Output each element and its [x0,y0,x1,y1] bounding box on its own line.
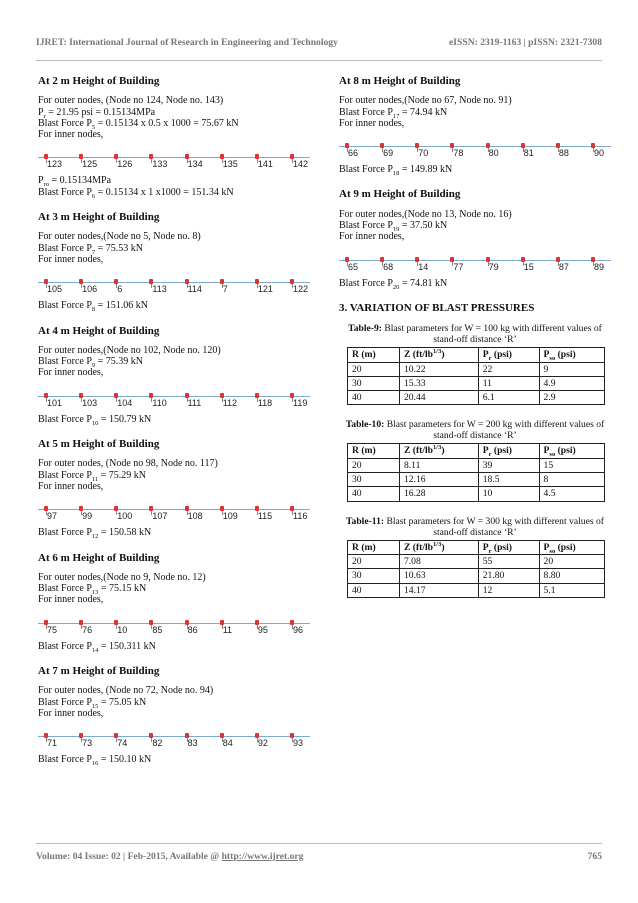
column-header: $P_{so}$ (psi) [539,444,604,458]
footer-rule [36,843,602,844]
node-label: 110 [152,397,167,408]
text-line: For inner nodes, [38,480,104,492]
table-cell: 18.5 [478,473,539,487]
node-label: 126 [117,159,133,170]
table-cell: 2.9 [539,391,604,405]
node-label: 96 [293,624,304,635]
node-label: 76 [82,624,93,635]
table-row [348,554,605,568]
text-line: For outer nodes,(Node no 13, Node no. 16) [339,208,512,220]
node-label: 79 [488,261,499,272]
table-caption [339,516,611,538]
height-section [38,211,310,314]
footer-volume-text: Volume: 04 Issue: 02 | Feb-2015, Available @ [36,851,222,862]
table-cell: 12 [478,583,539,597]
height-section [38,553,310,652]
table-row [348,391,605,405]
node-label: 77 [453,261,464,272]
column-header: R (m) [348,348,400,362]
table-caption-text: Blast parameters for W = 300 kg with different values of stand-off distance ‘R’ [384,515,604,538]
text-line: Blast Force $P_8 = 151.06$ kN [38,300,149,314]
node-strip [38,613,310,635]
text-line: Blast Force $P_7 = 75.53$ kN [38,242,144,256]
text-line: Blast Force $P_{18} = 149.89$ kN [339,164,453,178]
right-sections [339,76,611,289]
node-label: 141 [257,159,273,170]
text-line: For outer nodes,(Node no 102, Node no. 120) [38,344,221,356]
text-line: Blast Force $P_9 = 75.39$ kN [38,356,144,370]
text-line: $P_{ro} = 0.15134MPa$ [38,175,112,189]
table-row [348,583,605,597]
table-cell: 15.33 [399,376,478,390]
column-header: R (m) [348,444,400,458]
table-row [348,458,605,472]
table-cell: 9 [539,362,604,376]
node-label: 80 [488,148,499,159]
node-label: 95 [257,624,268,635]
table-header-row [348,348,605,362]
table-cell: 16.28 [399,487,478,501]
text-line: For outer nodes, (Node no 98, Node no. 117) [38,458,218,470]
column-header: $P_r$ (psi) [478,540,539,554]
node-label: 135 [222,159,238,170]
table-cell: 30 [348,376,400,390]
table-cell: 10.22 [399,362,478,376]
height-section [38,438,310,541]
column-header: $P_{so}$ (psi) [539,348,604,362]
node-label: 133 [152,159,168,170]
table-caption-text: Blast parameters for W = 200 kg with different values of stand-off distance ‘R’ [384,419,605,442]
table-cell: 10 [478,487,539,501]
text-line: Blast Force $P_{19} = 37.50$ kN [339,220,448,234]
node-label: 84 [222,738,233,749]
height-section [339,188,611,291]
table-header-row [348,444,605,458]
node-label: 88 [558,148,569,159]
text-line: Blast Force $P_{13} = 75.15$ kN [38,583,147,597]
section-3-heading: 3. VARIATION OF BLAST PRESSURES [339,301,535,314]
section-heading: At 8 m Height of Building [339,75,461,87]
blast-table [347,347,605,405]
node-label: 113 [152,284,167,295]
column-header: R (m) [348,540,400,554]
text-line: For inner nodes, [38,253,104,265]
node-label: 99 [82,511,93,522]
node-label: 123 [47,159,63,170]
node-label: 82 [152,738,163,749]
node-label: 106 [82,284,98,295]
column-header: Z $(ft/lb^{1/3})$ [399,444,478,458]
table-block [339,419,611,501]
section-heading: At 9 m Height of Building [339,188,461,201]
node-label: 69 [383,148,394,159]
node-label: 73 [82,738,93,749]
text-line: For inner nodes, [38,367,104,379]
height-section [339,75,611,178]
node-label: 93 [293,738,304,749]
table-cell: 55 [478,554,539,568]
table-row [348,376,605,390]
section-heading: At 6 m Height of Building [38,551,160,564]
node-label: 108 [187,511,203,522]
journal-link[interactable]: http://www.ijret.org [221,851,304,862]
table-cell: 21.80 [478,569,539,583]
node-label: 97 [47,511,58,522]
table-cell: 8.11 [399,458,478,472]
text-line: Blast Force $P_{20} = 74.81$ kN [339,277,448,291]
table-header-row [348,540,605,554]
node-label: 81 [523,148,534,159]
node-label: 134 [187,159,203,170]
node-label: 86 [187,624,198,635]
height-section [38,665,310,768]
node-label: 116 [293,511,308,522]
table-row [348,362,605,376]
table-cell: 20.44 [399,391,478,405]
node-label: 101 [47,397,63,408]
text-line: For inner nodes, [339,117,405,129]
table-cell: 5.1 [539,583,604,597]
text-line: Blast Force $P_{14} = 150.311$ kN [38,640,156,654]
text-line: Blast Force $P_{16} = 150.10$ kN [38,754,152,768]
section-heading: At 2 m Height of Building [38,75,160,87]
column-header: $P_r$ (psi) [478,348,539,362]
node-label: 7 [222,284,228,295]
blast-table [347,540,605,598]
tables-container [339,323,611,598]
node-label: 87 [558,261,569,272]
node-label: 103 [82,397,98,408]
section-heading: At 3 m Height of Building [38,211,160,224]
node-label: 118 [257,397,273,408]
table-row [348,487,605,501]
node-strip [38,272,310,294]
text-line: For outer nodes,(Node no 9, Node no. 12) [38,571,206,583]
text-line: For outer nodes, (Node no 72, Node no. 94) [38,685,214,697]
table-cell: 39 [478,458,539,472]
node-label: 6 [117,284,123,295]
text-line: Blast Force $P_5 = 0.15134$ x 0.5 x 1000 = 75.67 kN [38,117,239,131]
text-line: Blast Force $P_{15} = 75.05$ kN [38,696,147,710]
table-cell: 8 [539,473,604,487]
height-section [38,76,310,198]
text-line: For outer nodes, (Node no 124, Node no. 143) [38,95,224,107]
text-line: Blast Force $P_{17} = 74.94$ kN [339,106,448,120]
node-label: 112 [222,397,238,408]
page-number: 765 [587,851,602,862]
text-line: For inner nodes, [38,707,104,719]
table-cell: 30 [348,569,400,583]
node-label: 142 [293,159,309,170]
table-cell: 6.1 [478,391,539,405]
table-cell: 20 [348,458,400,472]
table-cell: 20 [348,362,400,376]
node-label: 105 [47,284,63,295]
table-cell: 20 [348,554,400,568]
column-header: $P_{so}$ (psi) [539,540,604,554]
node-label: 14 [418,261,429,272]
text-line: Blast Force $P_{11} = 75.29$ kN [38,469,147,483]
node-strip [38,499,310,521]
node-strip [38,147,310,169]
node-label: 121 [257,284,273,295]
text-line: Blast Force $P_6 = 0.15134$ x 1 x1000 = 151.34 kN [38,186,234,200]
table-label: Table-9: [348,323,382,335]
table-cell: 20 [539,554,604,568]
text-line: For inner nodes, [38,594,104,606]
right-column [339,76,611,612]
table-caption [339,323,611,345]
table-cell: 40 [348,583,400,597]
text-line: Blast Force $P_{12} = 150.58$ kN [38,527,152,541]
table-row [348,569,605,583]
table-row [348,473,605,487]
table-cell: 4.5 [539,487,604,501]
text-line: For outer nodes,(Node no 67, Node no. 91) [339,95,512,107]
node-label: 65 [348,261,359,272]
table-cell: 10.63 [399,569,478,583]
header-rule [36,60,602,61]
table-cell: 4.9 [539,376,604,390]
table-cell: 15 [539,458,604,472]
table-cell: 14.17 [399,583,478,597]
node-label: 115 [257,511,273,522]
text-line: For inner nodes, [38,129,104,141]
height-section [38,326,310,425]
issn-text: eISSN: 2319-1163 | pISSN: 2321-7308 [449,37,602,48]
node-label: 85 [152,624,163,635]
page-header [36,37,602,53]
node-strip [38,386,310,408]
table-cell: 22 [478,362,539,376]
node-label: 122 [293,284,309,295]
table-cell: 8.80 [539,569,604,583]
node-label: 111 [187,397,202,408]
text-line: For outer nodes,(Node no 5, Node no. 8) [38,231,201,243]
table-cell: 12.16 [399,473,478,487]
text-line: Blast Force $P_{10} = 150.79$ kN [38,413,152,427]
node-label: 107 [152,511,168,522]
table-cell: 40 [348,487,400,501]
table-cell: 7.08 [399,554,478,568]
node-label: 89 [594,261,605,272]
node-label: 104 [117,397,133,408]
node-label: 15 [523,261,534,272]
node-label: 71 [47,738,58,749]
table-cell: 40 [348,391,400,405]
node-strip [339,136,611,158]
node-label: 109 [222,511,238,522]
text-line: $P_r = 21.95$ psi = 0.15134MPa [38,106,156,120]
table-label: Table-11: [346,515,385,527]
column-header: Z $(ft/lb^{1/3})$ [399,348,478,362]
section-heading: At 5 m Height of Building [38,438,160,451]
node-label: 125 [82,159,98,170]
node-label: 10 [117,624,128,635]
footer-volume [36,851,303,862]
node-label: 90 [594,148,605,159]
table-cell: 11 [478,376,539,390]
node-label: 11 [222,624,233,635]
table-caption-text: Blast parameters for W = 100 kg with different values of stand-off distance ‘R’ [381,323,602,346]
node-label: 119 [293,397,308,408]
node-label: 68 [383,261,394,272]
column-header: Z $(ft/lb^{1/3})$ [399,540,478,554]
node-label: 66 [348,148,359,159]
node-label: 75 [47,624,58,635]
blast-table [347,443,605,501]
table-label: Table-10: [345,419,385,431]
node-label: 74 [117,738,128,749]
table-block [339,516,611,598]
journal-title: IJRET: International Journal of Research in Engineering and Technology [36,37,338,48]
table-caption [339,419,611,441]
text-line: For inner nodes, [339,231,405,243]
node-label: 114 [187,284,202,295]
left-column [38,76,310,780]
node-label: 78 [453,148,464,159]
node-label: 92 [257,738,268,749]
table-cell: 30 [348,473,400,487]
node-label: 83 [187,738,198,749]
node-strip [339,250,611,272]
section-heading: At 7 m Height of Building [38,665,160,678]
node-label: 100 [117,511,133,522]
section-heading: At 4 m Height of Building [38,324,160,337]
column-header: $P_r$ (psi) [478,444,539,458]
node-label: 70 [418,148,429,159]
table-block [339,323,611,405]
node-strip [38,726,310,748]
